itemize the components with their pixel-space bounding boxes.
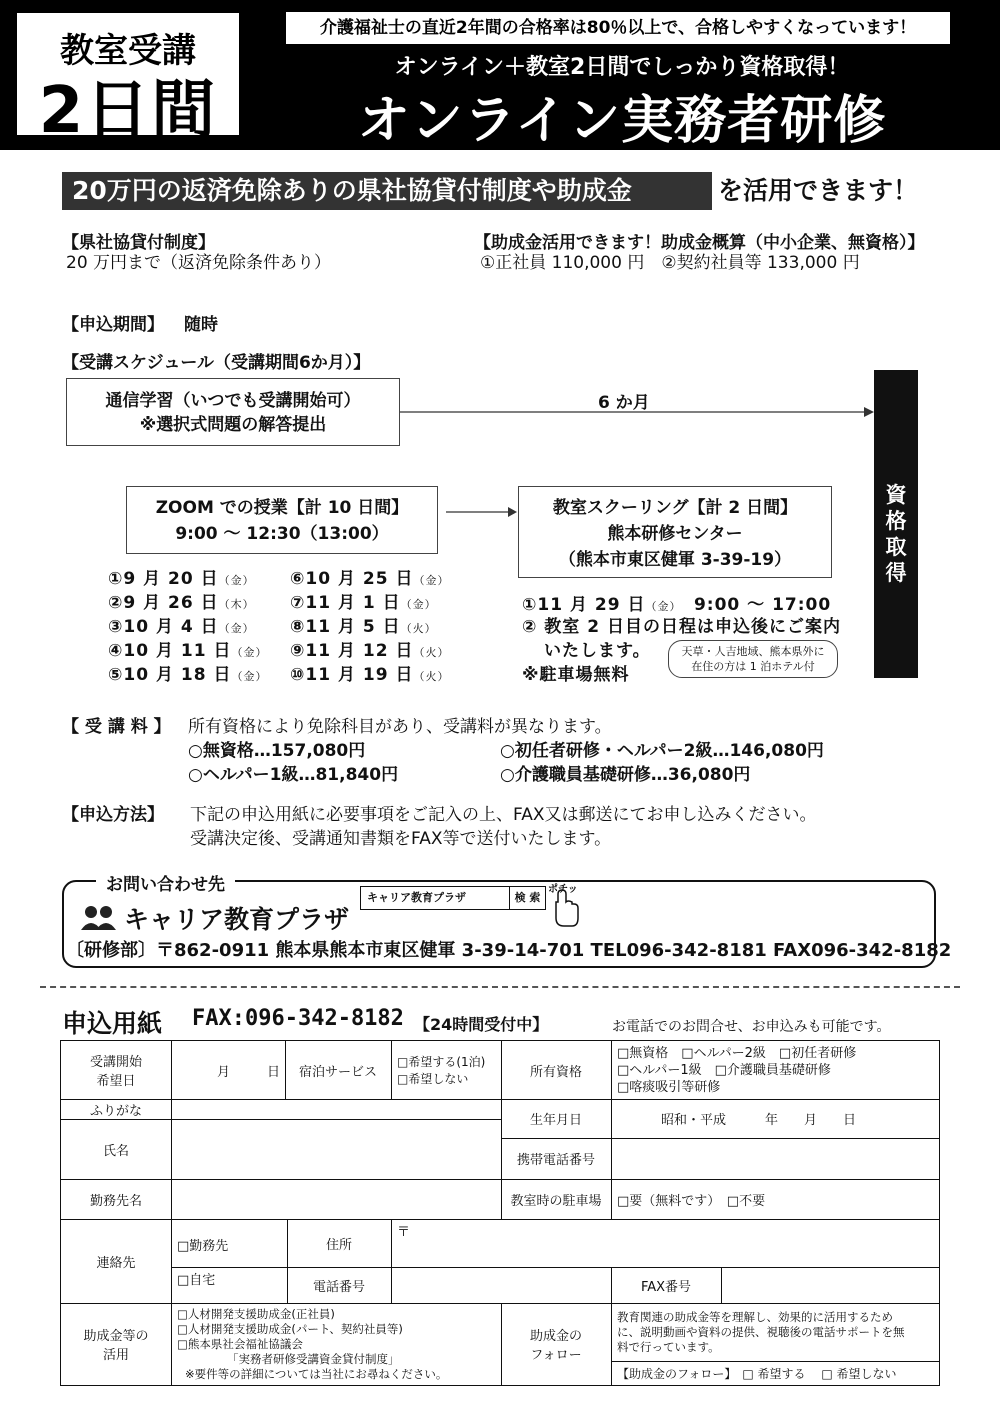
period-label: 【申込期間】 — [62, 315, 164, 335]
correspondence-box — [66, 378, 400, 446]
address-label: 住所 — [325, 1237, 352, 1253]
zoom-date: ⑨11 月 12 日（火） — [290, 641, 450, 661]
school-line3: （熊本市東区健軍 3-39-19） — [558, 550, 792, 570]
funding-highlight: 20万円の返済免除ありの県社協貸付制度や助成金 — [62, 172, 712, 210]
fee-item: ○ヘルパー1級…81,840円 — [188, 765, 399, 785]
grant-options[interactable]: □人材開発支援助成金(正社員) □人材開発支援助成金(パート、契約社員等) □熊本県社会福祉協議会 「実務者研修受講資金貸付制度」 ※要件等の詳細については当社にお尋ねください。 — [177, 1306, 448, 1381]
furigana-field[interactable] — [171, 1099, 501, 1119]
hotel-line1: 天草・人吉地域、熊本県外に — [681, 645, 825, 658]
fax-field[interactable] — [721, 1267, 939, 1303]
start-date-label: 受講開始 希望日 — [89, 1055, 142, 1089]
school-line1: 教室スクーリング【計 2 日間】 — [552, 498, 798, 518]
zoom-date: ⑧11 月 5 日（火） — [290, 617, 437, 637]
zoom-line1: ZOOM での授業【計 10 日間】 — [155, 498, 409, 518]
funding-tail: を活用できます！ — [718, 176, 919, 205]
certification-label: 資格取得 — [885, 483, 907, 585]
schedule-heading: 【受講スケジュール（受講期間6か月）】 — [62, 353, 371, 373]
zoom-box — [126, 486, 438, 554]
contact-label: 連絡先 — [96, 1255, 136, 1271]
zoom-to-school-arrow — [446, 504, 518, 520]
poch-text: ポチッ — [548, 884, 578, 895]
period-value: 随時 — [184, 315, 218, 335]
qualification-options[interactable]: □無資格 □ヘルパー2級 □初任者研修 □ヘルパー1級 □介護職員基礎研修 □喀痰吸引等研修 — [617, 1045, 857, 1095]
certification-bar — [874, 370, 918, 678]
parking-options[interactable]: □要（無料です） □不要 — [617, 1193, 766, 1209]
lodging-options[interactable]: □希望する(1泊) □希望しない — [397, 1055, 486, 1086]
loan-heading: 【県社協貸付制度】 — [62, 233, 215, 253]
follow-label: 助成金の フォロー — [529, 1329, 582, 1363]
zoom-line2: 9:00 ～ 12:30（13:00） — [175, 524, 389, 544]
org-name: キャリア教育プラザ — [124, 905, 350, 934]
workplace-label: 勤務先名 — [89, 1193, 142, 1209]
follow-description: 教育関連の助成金等を理解し、効果的に活用するため に、説明動画や資料の提供、視聴後の電話サポートを無 料で行っています。 — [617, 1309, 905, 1354]
search-box[interactable] — [360, 886, 546, 910]
mobile-field[interactable] — [611, 1138, 939, 1179]
zoom-date: ⑤10 月 18 日（金） — [108, 665, 268, 685]
zoom-date: ①9 月 20 日（金） — [108, 569, 255, 589]
fee-item: ○初任者研修・ヘルパー2級…146,080円 — [500, 741, 824, 761]
apply-label: 【申込方法】 — [62, 805, 164, 825]
qualification-label: 所有資格 — [529, 1064, 582, 1080]
fax-label: FAX番号 — [640, 1279, 692, 1295]
corr-line2: ※選択式問題の解答提出 — [139, 415, 327, 435]
birth-field[interactable]: 昭和・平成 年 月 日 — [661, 1113, 857, 1128]
grant-text: ①正社員 110,000 円 ②契約社員等 133,000 円 — [480, 253, 860, 273]
loan-text: 20 万円まで（返済免除条件あり） — [66, 253, 332, 273]
start-date-field[interactable]: 月 日 — [217, 1064, 281, 1080]
page-title: オンライン実務者研修 — [357, 91, 887, 151]
header-subtitle: オンライン＋教室2日間でしっかり資格取得！ — [394, 55, 850, 80]
form-fax: FAX:096-342-8182 — [192, 1006, 404, 1031]
zoom-date: ④10 月 11 日（金） — [108, 641, 268, 661]
school-date-2-line2: いたします。 — [544, 641, 651, 661]
apply-line2: 受講決定後、受講通知書類をFAX等で送付いたします。 — [190, 829, 612, 849]
parking-note: ※駐車場無料 — [522, 665, 630, 685]
name-field[interactable] — [171, 1119, 501, 1179]
search-input[interactable]: キャリア教育プラザ — [367, 891, 466, 904]
corr-line1: 通信学習（いつでも受講開始可） — [105, 391, 361, 411]
badge-top: 教室受講 — [60, 31, 196, 71]
fee-item: ○介護職員基礎研修…36,080円 — [500, 765, 751, 785]
lodging-label: 宿泊サービス — [298, 1064, 377, 1080]
tel-field[interactable] — [391, 1267, 611, 1303]
pass-rate-note: 介護福祉士の直近2年間の合格率は80％以上で、合格しやすくなっています！ — [286, 12, 950, 44]
furigana-label: ふりがな — [89, 1103, 142, 1119]
zoom-date: ③10 月 4 日（金） — [108, 617, 255, 637]
cut-line — [40, 986, 960, 988]
workplace-field[interactable] — [171, 1179, 501, 1219]
form-title: 申込用紙 — [62, 1009, 163, 1038]
phone-note: お電話でのお問合せ、お申込みも可能です。 — [612, 1019, 891, 1035]
school-date-1: ①11 月 29 日（金） 9:00 ～ 17:00 — [522, 595, 832, 615]
birth-label: 生年月日 — [529, 1113, 582, 1128]
people-icon — [80, 904, 118, 930]
fee-item: ○無資格…157,080円 — [188, 741, 366, 761]
hotel-note — [668, 640, 838, 678]
contact-options[interactable]: □勤務先 □自宅 — [177, 1238, 229, 1288]
follow-options[interactable]: 【助成金のフォロー】 □ 希望する □ 希望しない — [617, 1366, 897, 1381]
contact-address: 〔研修部〕〒862-0911 熊本県熊本市東区健軍 3-39-14-701 TEL096-342-8181 FAX096-342-8182 — [66, 940, 952, 961]
header-banner — [0, 0, 1000, 150]
school-line2: 熊本研修センター — [607, 524, 743, 544]
course-badge — [14, 10, 242, 148]
application-form — [60, 1040, 940, 1386]
grant-heading: 【助成金活用できます！助成金概算（中小企業、無資格）】 — [474, 233, 925, 253]
zoom-date: ⑦11 月 1 日（金） — [290, 593, 437, 613]
grant-label: 助成金等の 活用 — [83, 1329, 149, 1363]
duration-label: 6 か月 — [598, 393, 650, 413]
tel-label: 電話番号 — [312, 1279, 365, 1295]
schooling-box — [518, 486, 832, 578]
address-field[interactable]: 〒 — [397, 1225, 411, 1240]
apply-line1: 下記の申込用紙に必要事項をご記入の上、FAX又は郵送にてお申し込みください。 — [190, 805, 817, 825]
name-label: 氏名 — [102, 1143, 129, 1159]
fee-intro: 所有資格により免除科目があり、受講料が異なります。 — [188, 717, 612, 737]
search-button[interactable]: 検 索 — [509, 887, 545, 909]
zoom-date: ⑩11 月 19 日（火） — [290, 665, 450, 685]
hotel-line2: 在住の方は 1 泊ホテル付 — [691, 660, 815, 673]
contact-title: お問い合わせ先 — [96, 870, 235, 895]
badge-days: 2日間 — [38, 74, 218, 148]
mobile-label: 携帯電話番号 — [516, 1153, 595, 1168]
zoom-date: ②9 月 26 日（木） — [108, 593, 255, 613]
form-hours: 【24時間受付中】 — [414, 1015, 549, 1034]
school-date-2-line1: ② 教室 2 日目の日程は申込後にご案内 — [522, 617, 841, 637]
zoom-date: ⑥10 月 25 日（金） — [290, 569, 450, 589]
parking-label: 教室時の駐車場 — [510, 1193, 602, 1209]
fee-label: 【 受 講 料 】 — [62, 717, 171, 737]
